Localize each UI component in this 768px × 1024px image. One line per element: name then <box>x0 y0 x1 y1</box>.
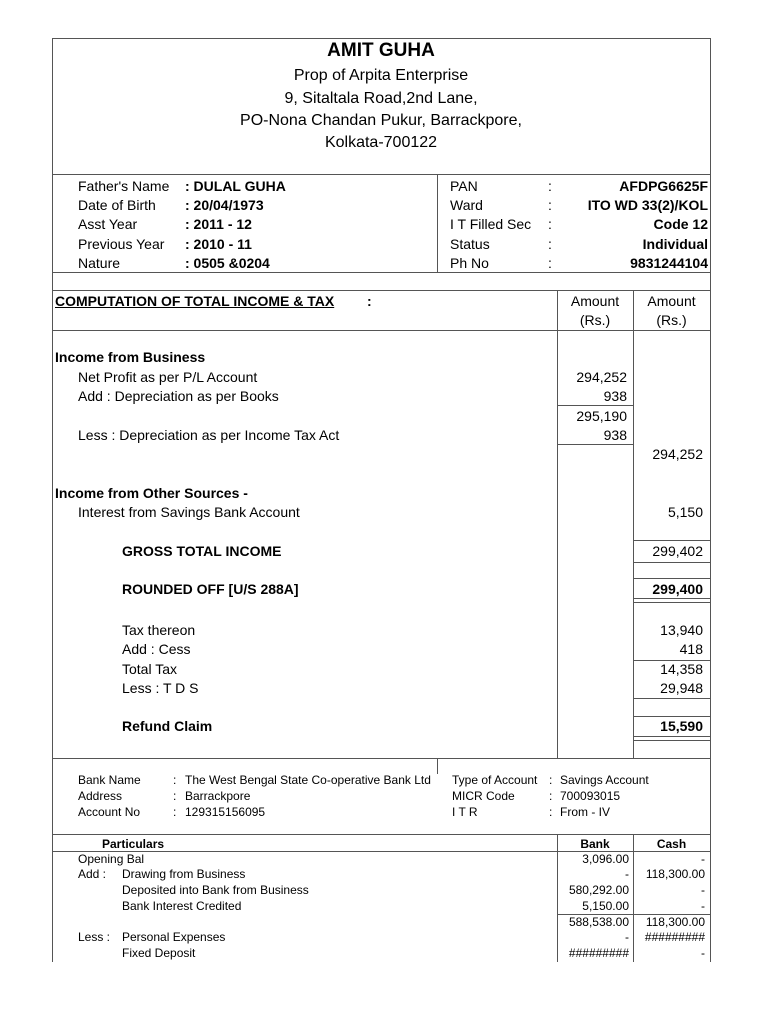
add-depreciation-value: 938 <box>603 388 627 404</box>
fathers-name-label: Father's Name <box>78 178 170 194</box>
rounded-line-bottom <box>633 602 710 603</box>
nature-label: Nature <box>78 255 121 271</box>
bank-address-label: Address <box>78 789 123 803</box>
cashflow-row-0-cash: - <box>701 852 705 866</box>
refund-claim-label: Refund Claim <box>122 718 213 734</box>
interest-label: Interest from Savings Bank Account <box>78 504 300 520</box>
particulars-header: Particulars <box>102 837 165 851</box>
header-line-2: 9, Sitaltala Road,2nd Lane, <box>284 90 478 107</box>
tax-thereon-value: 13,940 <box>660 622 703 638</box>
micr-code-colon: : <box>549 789 553 803</box>
amount-col1-head-2: (Rs.) <box>579 312 611 328</box>
gti-line-top <box>633 540 710 541</box>
micr-code-label: MICR Code <box>452 789 515 803</box>
account-type-value: Savings Account <box>560 773 649 787</box>
cashflow-row-3-cash: - <box>701 899 705 913</box>
bank-column-divider <box>437 758 438 774</box>
bank-address-value: Barrackpore <box>185 789 251 803</box>
frame-left-border <box>52 38 53 962</box>
itr-value: From - IV <box>560 805 610 819</box>
computation-title-colon: : <box>367 293 372 309</box>
frame-right-border <box>710 38 711 962</box>
add-depreciation-label: Add : Depreciation as per Books <box>78 388 279 404</box>
asst-year-value: : 2011 - 12 <box>185 216 252 232</box>
cess-label: Add : Cess <box>122 641 191 657</box>
business-subtotal-value: 295,190 <box>576 408 627 424</box>
cashflow-row-6-bank: ######### <box>568 946 629 960</box>
refund-line-mid <box>633 736 710 737</box>
bank-name-value: The West Bengal State Co-operative Bank Ltd <box>185 773 431 787</box>
amount-col1-left <box>557 290 558 758</box>
cashflow-row-6-cash: - <box>701 946 705 960</box>
total-tax-label: Total Tax <box>122 661 177 677</box>
personal-divider <box>52 272 710 273</box>
subtotal-line-top <box>557 405 633 406</box>
cashflow-row-3-label: Bank Interest Credited <box>122 899 242 913</box>
cashflow-row-1-cash: 118,300.00 <box>645 867 705 881</box>
subtotal-line-bottom <box>557 444 633 445</box>
ward-colon: : <box>548 197 552 213</box>
tds-label: Less : T D S <box>122 680 199 696</box>
fathers-name-value: : DULAL GUHA <box>185 178 286 194</box>
header-divider <box>52 174 710 175</box>
refund-line-bottom <box>633 740 710 741</box>
asst-year-label: Asst Year <box>78 216 138 232</box>
cashflow-subtotal-bank: 588,538.00 <box>568 915 629 929</box>
dob-value: : 20/04/1973 <box>185 197 264 213</box>
tax-thereon-label: Tax thereon <box>122 622 196 638</box>
less-depreciation-label: Less : Depreciation as per Income Tax Act <box>78 427 340 443</box>
cashflow-subtotal-cash: 118,300.00 <box>645 915 705 929</box>
cashflow-row-5-prefix: Less : <box>78 930 111 944</box>
cash-header: Cash <box>656 837 687 851</box>
amount-col2-head-2: (Rs.) <box>656 312 687 328</box>
bank-header: Bank <box>580 837 610 851</box>
tds-value: 29,948 <box>660 680 703 696</box>
bank-address-colon: : <box>173 789 177 803</box>
amount-col1-head-1: Amount <box>570 293 620 309</box>
pan-label: PAN <box>450 178 478 194</box>
bank-name-colon: : <box>173 773 177 787</box>
business-income-total: 294,252 <box>652 446 703 462</box>
itr-section-value: Code 12 <box>653 216 708 232</box>
other-sources-heading: Income from Other Sources - <box>55 485 248 501</box>
rounded-off-label: ROUNDED OFF [U/S 288A] <box>122 581 299 597</box>
itr-section-colon: : <box>548 216 552 232</box>
cashflow-row-5-bank: - <box>625 930 629 944</box>
computation-head-line <box>52 330 710 331</box>
itr-section-label: I T Filled Sec <box>450 216 532 232</box>
pan-value: AFDPG6625F <box>619 178 708 194</box>
personal-column-divider <box>437 174 438 272</box>
net-profit-value: 294,252 <box>576 369 627 385</box>
account-no-label: Account No <box>78 805 141 819</box>
itr-label: I T R <box>452 805 478 819</box>
nature-value: : 0505 &0204 <box>185 255 270 271</box>
computation-top-line <box>52 290 710 291</box>
cashflow-row-0-prefix: Opening Bal <box>78 852 145 866</box>
account-no-value: 129315156095 <box>185 805 266 819</box>
phone-label: Ph No <box>450 255 489 271</box>
less-depreciation-value: 938 <box>603 427 627 443</box>
cashflow-row-3-bank: 5,150.00 <box>582 899 629 913</box>
gti-line-bottom <box>633 562 710 563</box>
ward-label: Ward <box>450 197 483 213</box>
status-value: Individual <box>642 236 708 252</box>
ward-value: ITO WD 33(2)/KOL <box>587 197 708 213</box>
net-profit-label: Net Profit as per P/L Account <box>78 369 258 385</box>
cashflow-row-0-bank: 3,096.00 <box>582 852 629 866</box>
header-line-3: PO-Nona Chandan Pukur, Barrackpore, <box>240 112 522 129</box>
tds-line-bottom <box>633 698 710 699</box>
total-tax-value: 14,358 <box>660 661 703 677</box>
cashflow-row-1-bank: - <box>625 867 629 881</box>
phone-value: 9831244104 <box>630 255 708 271</box>
previous-year-label: Previous Year <box>78 236 165 252</box>
cashflow-row-1-prefix: Add : <box>78 867 107 881</box>
cess-value: 418 <box>679 641 703 657</box>
refund-claim-value: 15,590 <box>660 718 703 734</box>
header-line-4: Kolkata-700122 <box>324 134 438 151</box>
account-type-colon: : <box>549 773 553 787</box>
bank-name-label: Bank Name <box>78 773 141 787</box>
rounded-line-top <box>633 578 710 579</box>
gross-total-income-value: 299,402 <box>652 543 703 559</box>
rounded-line-mid <box>633 598 710 599</box>
status-colon: : <box>548 236 552 252</box>
bank-section-bottom <box>52 834 710 835</box>
cashflow-row-2-label: Deposited into Bank from Business <box>122 883 309 897</box>
taxpayer-name: AMIT GUHA <box>327 40 435 61</box>
cashflow-row-2-bank: 580,292.00 <box>568 883 629 897</box>
header-line-1: Prop of Arpita Enterprise <box>293 67 469 84</box>
micr-code-value: 700093015 <box>560 789 621 803</box>
dob-label: Date of Birth <box>78 197 156 213</box>
phone-colon: : <box>548 255 552 271</box>
status-label: Status <box>450 236 490 252</box>
cashflow-row-6-label: Fixed Deposit <box>122 946 196 960</box>
itr-colon: : <box>549 805 553 819</box>
computation-bottom-line <box>52 758 710 759</box>
frame-top-border <box>52 38 710 39</box>
computation-title: COMPUTATION OF TOTAL INCOME & TAX <box>55 293 335 309</box>
business-income-heading: Income from Business <box>55 349 206 365</box>
cashflow-row-5-cash: ######### <box>644 930 705 944</box>
previous-year-value: : 2010 - 11 <box>185 236 252 252</box>
cashflow-row-5-label: Personal Expenses <box>122 930 226 944</box>
cashflow-row-2-cash: - <box>701 883 705 897</box>
gross-total-income-label: GROSS TOTAL INCOME <box>122 543 282 559</box>
amount-col2-head-1: Amount <box>647 293 696 309</box>
interest-value: 5,150 <box>667 504 703 520</box>
cashflow-row-1-label: Drawing from Business <box>122 867 246 881</box>
rounded-off-value: 299,400 <box>652 581 703 597</box>
pan-colon: : <box>548 178 552 194</box>
account-no-colon: : <box>173 805 177 819</box>
account-type-label: Type of Account <box>452 773 538 787</box>
